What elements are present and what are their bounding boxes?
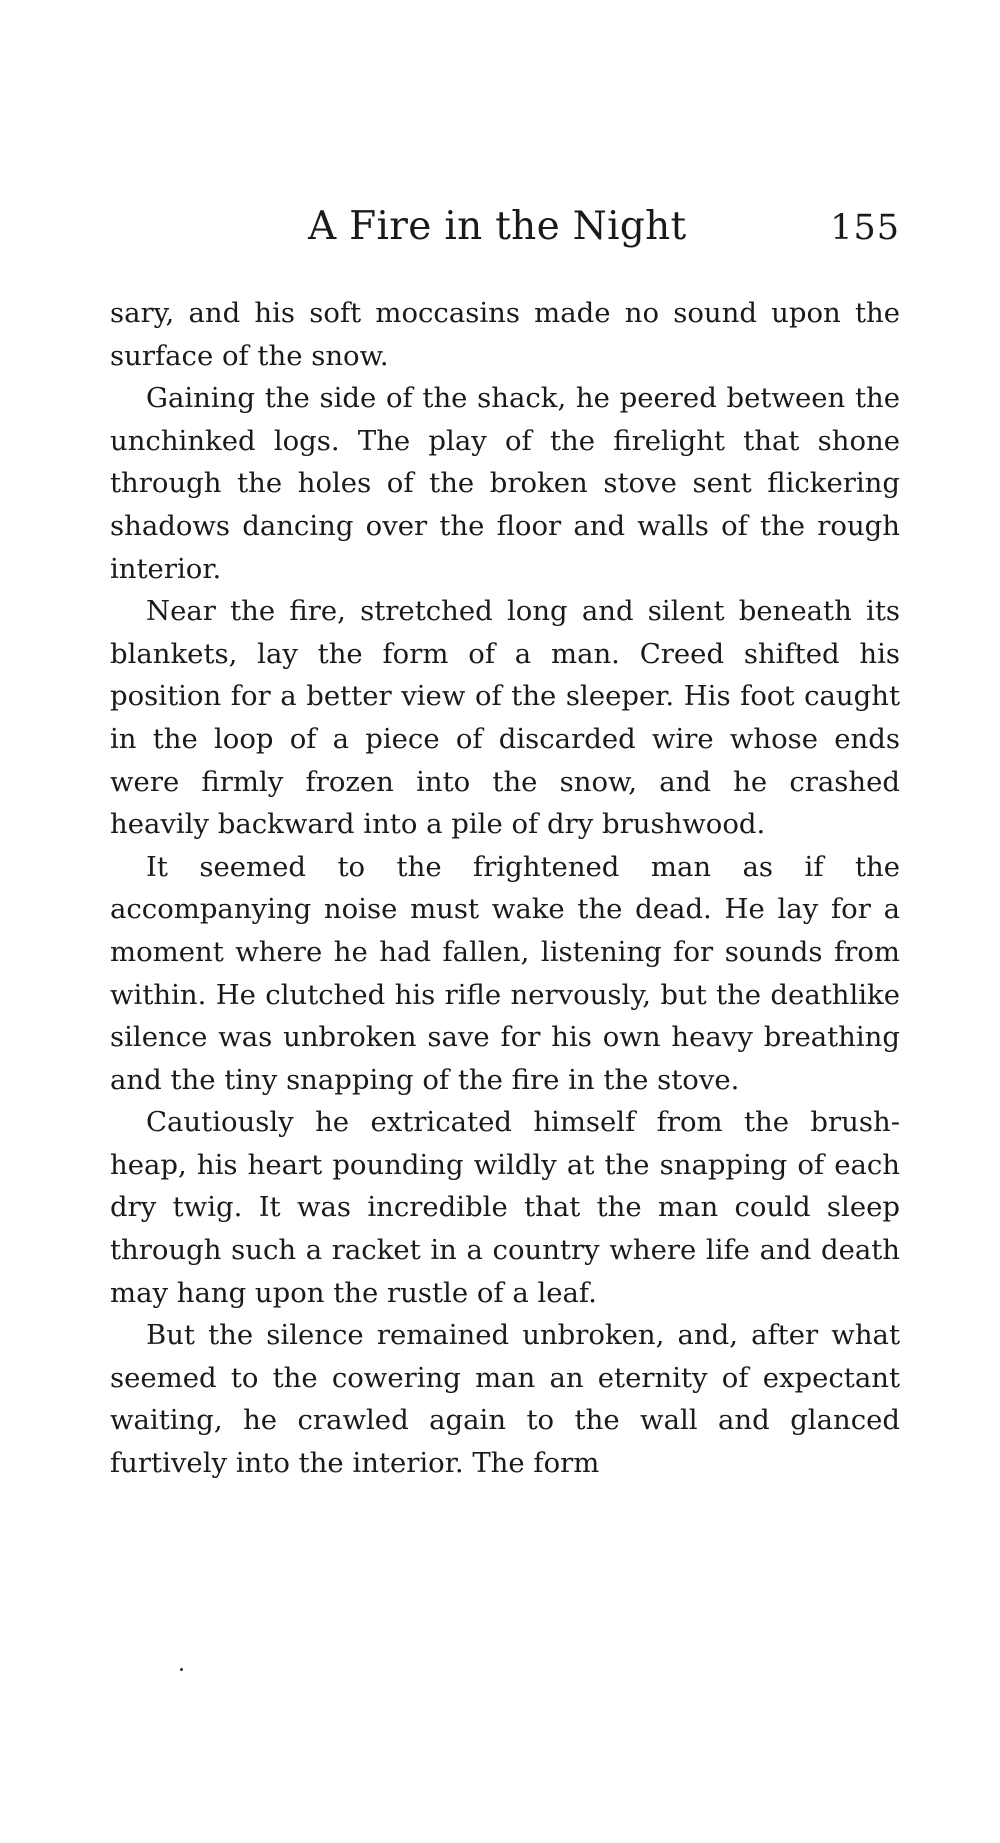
body-text xyxy=(110,292,900,1485)
paragraph-3: Near the fire, stretched long and silent beneath its blankets, lay the form of a man. Creed shifted his position for a better view of the sleeper. His foot caught in the loop of a piece of discarded wire whose ends were firmly frozen into the snow, and he crashed heavily backward into a pile of dry brushwood. xyxy=(110,595,900,841)
page-number: 155 xyxy=(830,208,900,248)
paragraph-5: Cautiously he extricated himself from the brush-heap, his heart pounding wildly at the snapping of each dry twig. It was incredible that the man could sleep through such a racket in a country where life and death may hang upon the rustle of a leaf. xyxy=(110,1106,900,1309)
paragraph-6: But the silence remained unbroken, and, after what seemed to the cowering man an eternity of expectant waiting, he crawled again to the wall and glanced furtively into the interior. The form xyxy=(110,1319,900,1480)
paragraph-1: sary, and his soft moccasins made no sound upon the surface of the snow. xyxy=(110,297,900,372)
running-head xyxy=(108,204,900,260)
paragraph-4: It seemed to the frightened man as if the accompanying noise must wake the dead. He lay for a moment where he had fallen, listening for sounds from within. He clutched his rifle nervously, but the deathlike silence was unbroken save for his own heavy breathing and the tiny snapping of the fire in the stove. xyxy=(110,850,900,1096)
running-title: A Fire in the Night xyxy=(308,204,687,249)
print-speck xyxy=(180,1668,183,1671)
paragraph-2: Gaining the side of the shack, he peered between the unchinked logs. The play of the firelight that shone through the holes of the broken stove sent flickering shadows dancing over the floor and walls of the rough interior. xyxy=(110,382,900,585)
